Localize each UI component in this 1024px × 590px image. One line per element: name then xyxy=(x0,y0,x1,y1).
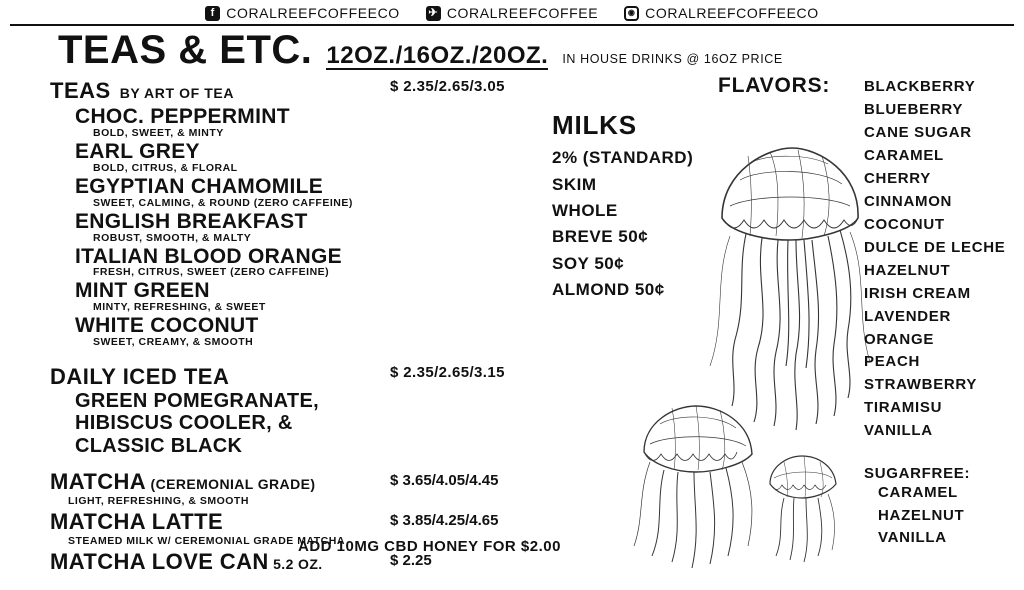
matcha-price: $ 2.25 xyxy=(390,552,432,570)
flavor-item[interactable]: LAVENDER xyxy=(864,307,951,325)
list-item[interactable] xyxy=(75,106,570,139)
flavors-section xyxy=(718,74,1024,550)
cbd-addon-note: ADD 10MG CBD HONEY FOR $2.00 xyxy=(298,538,561,556)
tea-name: ENGLISH BREAKFAST xyxy=(75,209,308,233)
list-item[interactable] xyxy=(75,211,570,244)
matcha-name: MATCHA LOVE CAN xyxy=(50,549,269,575)
iced-tea-section-header xyxy=(50,364,570,390)
matcha-name: MATCHA LATTE xyxy=(50,509,224,535)
teas-section-header xyxy=(50,78,570,104)
house-price-note: IN HOUSE DRINKS @ 16OZ PRICE xyxy=(562,52,783,66)
flavor-item[interactable]: BLUEBERRY xyxy=(864,101,964,119)
tea-desc: MINTY, REFRESHING, & SWEET xyxy=(93,301,266,314)
list-item[interactable] xyxy=(50,469,570,507)
list-item[interactable] xyxy=(75,315,570,348)
milk-option[interactable]: SKIM xyxy=(552,174,597,194)
social-instagram[interactable] xyxy=(624,5,819,21)
matcha-name: MATCHA xyxy=(50,469,147,495)
milk-option[interactable]: 2% (STANDARD) xyxy=(552,148,694,168)
list-item[interactable] xyxy=(75,176,570,209)
tea-name: EGYPTIAN CHAMOMILE xyxy=(75,174,324,198)
menu-header xyxy=(0,26,1024,70)
teas-title: TEAS xyxy=(50,78,111,104)
left-column xyxy=(50,78,570,575)
matcha-desc: LIGHT, REFRESHING, & SMOOTH xyxy=(68,495,249,508)
tea-desc: BOLD, CITRUS, & FLORAL xyxy=(93,161,238,174)
matcha-desc: STEAMED MILK W/ CEREMONIAL GRADE MATCHA xyxy=(68,535,345,548)
flavors-title: FLAVORS: xyxy=(718,74,831,98)
tea-name: WHITE COCONUT xyxy=(75,314,259,338)
flavor-item[interactable]: DULCE DE LECHE xyxy=(864,238,1006,256)
sugarfree-item[interactable]: HAZELNUT xyxy=(878,506,965,524)
flavor-item[interactable]: COCONUT xyxy=(864,215,945,233)
twitter-icon: ✈ xyxy=(426,6,441,21)
list-item[interactable] xyxy=(75,280,570,313)
milks-section xyxy=(552,110,712,303)
matcha-qualifier: (CEREMONIAL GRADE) xyxy=(150,476,316,493)
matcha-price: $ 3.85/4.25/4.65 xyxy=(390,512,499,530)
tea-desc: BOLD, SWEET, & MINTY xyxy=(93,127,224,140)
matcha-price: $ 3.65/4.05/4.45 xyxy=(390,472,499,490)
flavor-item[interactable]: CANE SUGAR xyxy=(864,124,972,142)
iced-tea-option: HIBISCUS COOLER, & xyxy=(75,412,293,435)
social-handle-twitter: CORALREEFCOFFEE xyxy=(446,5,599,21)
flavor-item[interactable]: BLACKBERRY xyxy=(864,78,976,96)
tea-name: EARL GREY xyxy=(75,140,200,164)
page-title: TEAS & ETC. xyxy=(58,28,313,72)
sugarfree-item[interactable]: CARAMEL xyxy=(878,484,958,502)
list-item[interactable] xyxy=(75,246,570,279)
sugarfree-title: SUGARFREE: xyxy=(864,465,971,483)
flavor-item[interactable]: IRISH CREAM xyxy=(864,284,971,302)
flavor-item[interactable]: CINNAMON xyxy=(864,192,953,210)
iced-tea-option: CLASSIC BLACK xyxy=(75,434,243,457)
flavor-item[interactable]: CARAMEL xyxy=(864,147,944,164)
tea-desc: ROBUST, SMOOTH, & MALTY xyxy=(93,231,252,244)
flavor-item[interactable]: TIRAMISU xyxy=(864,399,943,417)
tea-desc: SWEET, CALMING, & ROUND (ZERO CAFFEINE) xyxy=(93,196,353,209)
milk-option[interactable]: WHOLE xyxy=(552,200,618,220)
teas-subtitle: BY ART OF TEA xyxy=(119,85,235,102)
flavor-item[interactable]: VANILLA xyxy=(864,422,933,440)
tea-name: ITALIAN BLOOD ORANGE xyxy=(75,244,342,268)
milk-option[interactable]: ALMOND 50¢ xyxy=(552,279,665,299)
tea-desc: FRESH, CITRUS, SWEET (ZERO CAFFEINE) xyxy=(93,266,330,279)
tea-name: CHOC. PEPPERMINT xyxy=(75,105,290,129)
social-handle-facebook: CORALREEFCOFFEECO xyxy=(226,5,400,21)
social-twitter[interactable] xyxy=(426,5,598,21)
instagram-icon: ◉ xyxy=(624,6,639,21)
milk-option[interactable]: BREVE 50¢ xyxy=(552,227,649,247)
flavor-item[interactable]: HAZELNUT xyxy=(864,261,951,279)
flavor-item[interactable]: PEACH xyxy=(864,353,921,371)
social-bar xyxy=(0,0,1024,22)
flavors-list xyxy=(864,76,1024,443)
tea-desc: SWEET, CREAMY, & SMOOTH xyxy=(93,335,254,348)
tea-name: MINT GREEN xyxy=(75,279,210,303)
menu-body xyxy=(0,70,1024,575)
flavor-item[interactable]: CHERRY xyxy=(864,169,931,187)
social-facebook[interactable] xyxy=(205,5,400,21)
milk-option[interactable]: SOY 50¢ xyxy=(552,253,625,273)
iced-tea-title: DAILY ICED TEA xyxy=(50,363,230,389)
facebook-icon: f xyxy=(205,6,220,21)
size-options: 12OZ./16OZ./20OZ. xyxy=(326,42,549,69)
social-handle-instagram: CORALREEFCOFFEECO xyxy=(645,5,819,21)
iced-tea-option: GREEN POMEGRANATE, xyxy=(75,389,319,412)
list-item[interactable] xyxy=(75,141,570,174)
flavor-item[interactable]: STRAWBERRY xyxy=(864,376,978,394)
milks-title: MILKS xyxy=(552,110,637,141)
iced-tea-price: $ 2.35/2.65/3.15 xyxy=(390,363,505,381)
sugarfree-section xyxy=(864,465,1024,550)
flavor-item[interactable]: ORANGE xyxy=(864,330,935,348)
sugarfree-item[interactable]: VANILLA xyxy=(878,529,947,547)
matcha-qualifier: 5.2 OZ. xyxy=(273,556,323,573)
teas-price: $ 2.35/2.65/3.05 xyxy=(390,78,505,96)
